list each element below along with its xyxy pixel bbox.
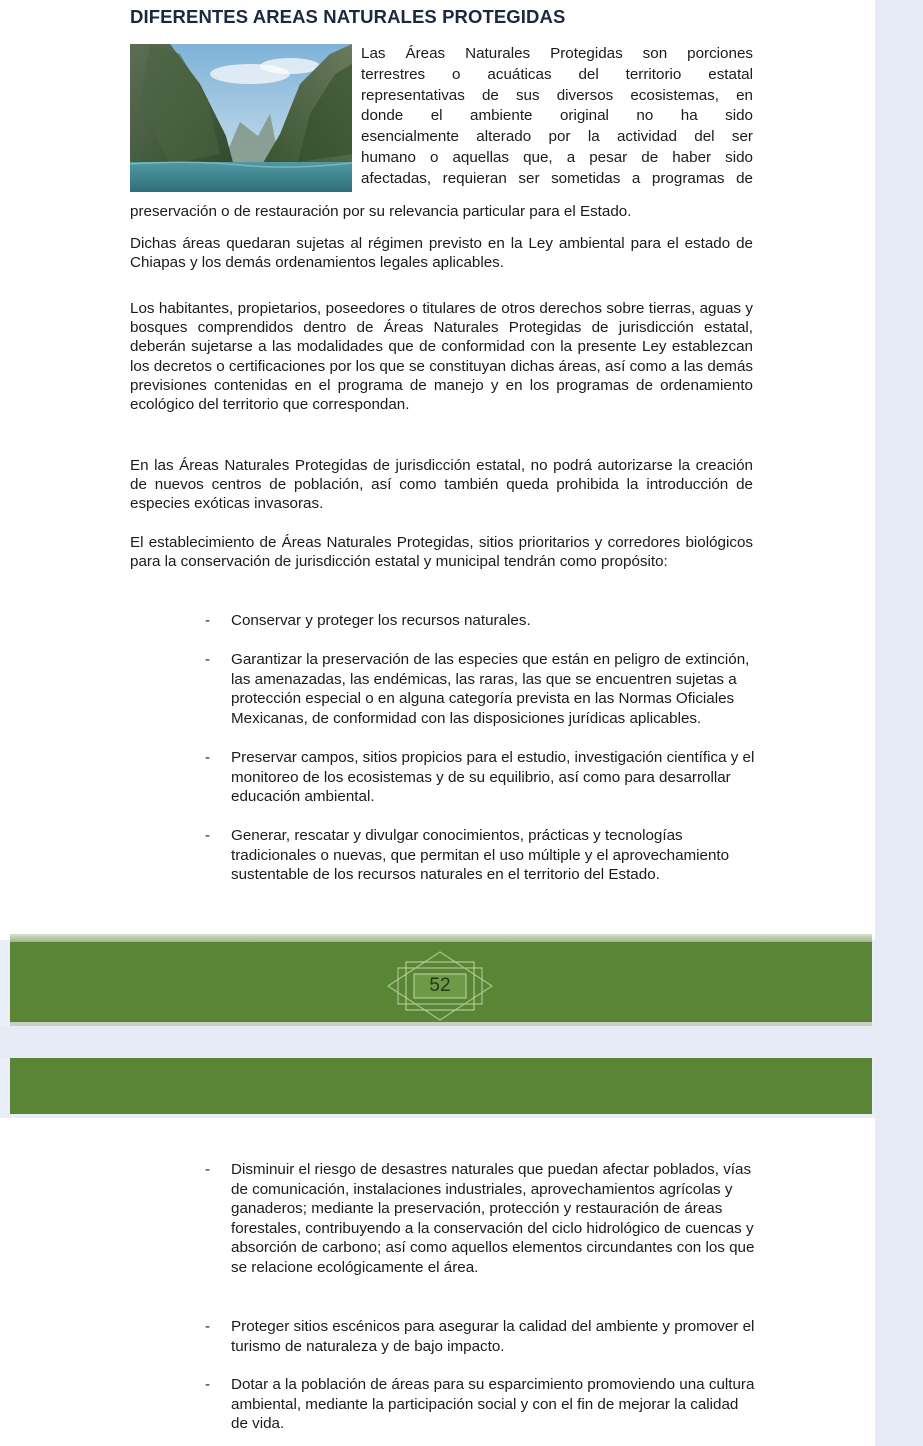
- side-margin: [875, 0, 923, 1446]
- intro-paragraph: Las Áreas Naturales Protegidas son porciones terrestres o acuáticas del territorio estatal representativas de sus diversos ecosistemas, en donde el ambiente original no ha sido esencialmente alterado por la actividad del ser humano o aquellas que, a pesar de haber sido afectadas, requieran ser sometidas a programas de: [361, 45, 753, 187]
- bullet-dash: -: [205, 749, 211, 766]
- list-item: - Proteger sitios escénicos para asegurar la calidad del ambiente y promover el turismo de naturaleza y de bajo impacto.: [205, 1318, 755, 1355]
- paragraph-centros-poblacion: En las Áreas Naturales Protegidas de jurisdicción estatal, no podrá autorizarse la creación de nuevos centros de población, así como también queda prohibida la introducción de especies exóticas invasoras.: [130, 457, 753, 513]
- paragraph-habitantes: Los habitantes, propietarios, poseedores o titulares de otros derechos sobre tierras, aguas y bosques comprendidos dentro de Áreas Naturales Protegidas de jurisdicción estatal, deberán sujetarse a las modalidades que de conformidad con la presente Ley establezcan los decretos o certificaciones por los que se constituyan dichas áreas, así como a las demás previsiones contenidas en el programa de manejo y en los programas de ordenamiento ecológico del territorio que correspondan.: [130, 300, 753, 414]
- footer-divider: [10, 934, 872, 942]
- page-number: 52: [429, 975, 451, 996]
- list-item: - Dotar a la población de áreas para su esparcimiento promoviendo una cultura ambiental, mediante la participación social y con el fin de mejorar la calidad de vida.: [205, 1376, 755, 1432]
- paragraph-proposito: El establecimiento de Áreas Naturales Protegidas, sitios prioritarios y corredores biológicos para la conservación de jurisdicción estatal y municipal tendrán como propósito:: [130, 534, 753, 571]
- paragraph-ley-ambiental: Dichas áreas quedaran sujetas al régimen previsto en la Ley ambiental para el estado de Chiapas y los demás ordenamientos legales aplicables.: [130, 235, 753, 272]
- page-gap: [0, 1026, 875, 1058]
- list-item: - Generar, rescatar y divulgar conocimientos, prácticas y tecnologías tradicionales o nuevas, que permitan el uso múltiple y el aprovechamiento sustentable de los recursos naturales en el territorio del Estado.: [205, 827, 730, 883]
- list-item: - Conservar y proteger los recursos naturales.: [205, 612, 531, 629]
- bullet-dash: -: [205, 827, 211, 844]
- bullet-dash: -: [205, 612, 211, 629]
- list-item: - Disminuir el riesgo de desastres naturales que puedan afectar poblados, vías de comunicación, instalaciones industriales, aprovechamientos agrícolas y ganaderos; mediante la preservación, protección y restauración de áreas forestales, contribuyendo a la conservación del ciclo hidrológico de cuencas y absorción de carbono; así como aquellos elementos circundantes con los que se relacione ecológicamente el área.: [205, 1161, 755, 1276]
- bullet-dash: -: [205, 651, 211, 668]
- list-item: - Preservar campos, sitios propicios para el estudio, investigación científica y el monitoreo de los ecosistemas y de su equilibrio, así como para desarrollar educación ambiental.: [205, 749, 755, 805]
- bullet-dash: -: [205, 1376, 211, 1393]
- bullet-dash: -: [205, 1161, 211, 1178]
- list-item: - Garantizar la preservación de las especies que están en peligro de extinción, las amenazadas, las endémicas, las raras, las que se encuentren sujetas a protección especial o en alguna categoría prevista en las Normas Oficiales Mexicanas, de conformidad con las disposiciones jurídicas aplicables.: [205, 651, 750, 727]
- bullet-dash: -: [205, 1318, 211, 1335]
- page-title: DIFERENTES AREAS NATURALES PROTEGIDAS: [130, 6, 566, 27]
- canyon-river-photo: [130, 44, 352, 192]
- header-band: [10, 1058, 872, 1114]
- intro-paragraph-end: preservación o de restauración por su relevancia particular para el Estado.: [130, 203, 632, 220]
- document-page-53: [0, 1118, 875, 1446]
